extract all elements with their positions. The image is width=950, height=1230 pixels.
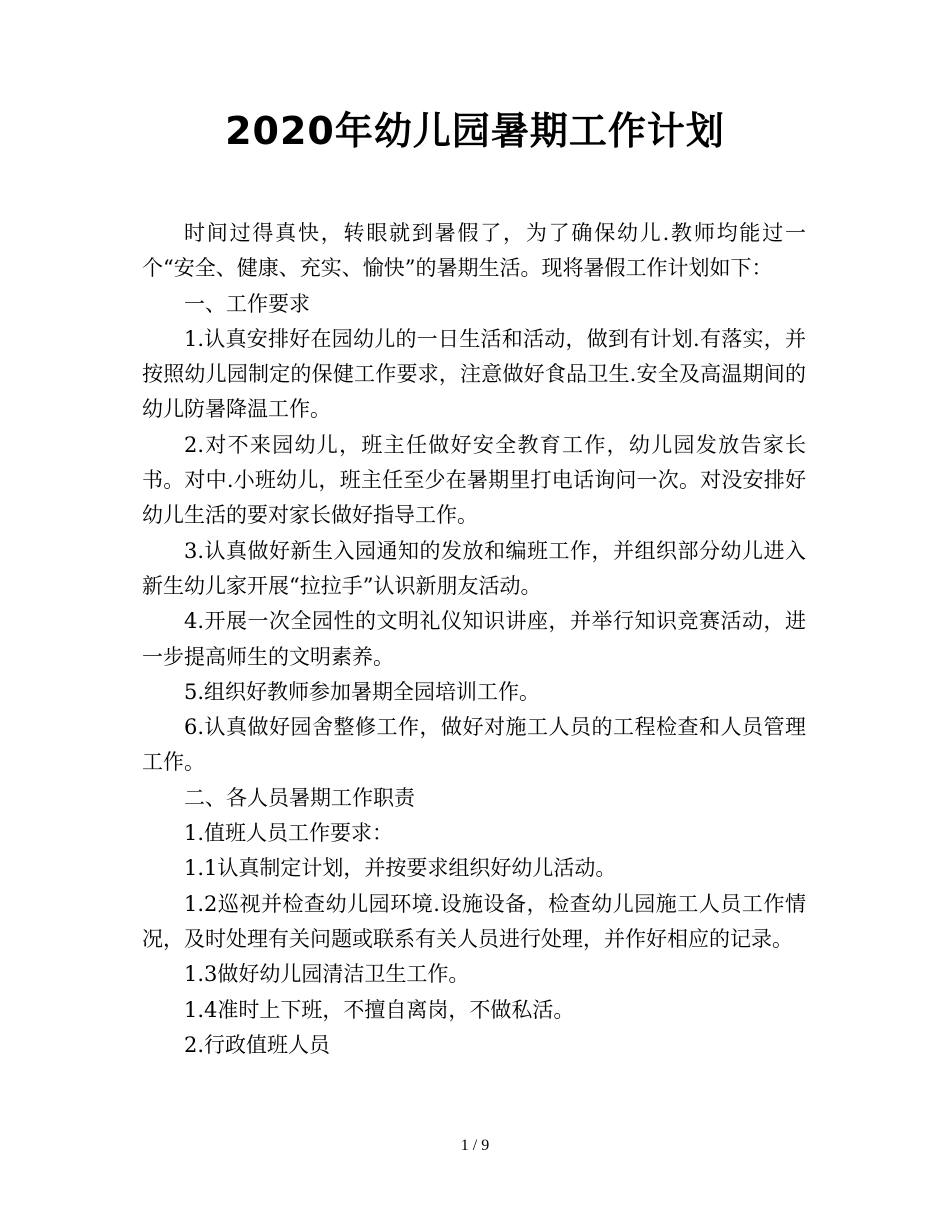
paragraph-duty-1-3: 1.3做好幼儿园清洁卫生工作。 (184, 962, 470, 987)
paragraph-intro: 时间过得真快，转眼就到暑假了，为了确保幼儿.教师均能过一个“安全、健康、充实、愉快”的暑期生活。现将暑假工作计划如下： (142, 221, 806, 281)
paragraph-item-4: 4.开展一次全园性的文明礼仪知识讲座，并举行知识竞赛活动，进一步提高师生的文明素养。 (142, 609, 806, 669)
paragraph-item-2: 2.对不来园幼儿，班主任做好安全教育工作，幼儿园发放告家长书。对中.小班幼儿，班主任至少在暑期里打电话询问一次。对没安排好幼儿生活的要对家长做好指导工作。 (142, 432, 806, 528)
paragraph-duty-1-2: 1.2巡视并检查幼儿园环境.设施设备，检查幼儿园施工人员工作情况，及时处理有关问题或联系有关人员进行处理，并作好相应的记录。 (142, 891, 806, 951)
document-title: 2020年幼儿园暑期工作计划 (225, 109, 725, 154)
paragraph-item-6: 6.认真做好园舍整修工作，做好对施工人员的工程检查和人员管理工作。 (142, 715, 806, 775)
paragraph-duty-1-1: 1.1认真制定计划，并按要求组织好幼儿活动。 (184, 856, 617, 881)
section-heading-work-requirements: 一、工作要求 (184, 291, 310, 316)
section-heading-staff-duties: 二、各人员暑期工作职责 (184, 785, 415, 810)
document-body (142, 216, 806, 1063)
paragraph-duty-1-4: 1.4准时上下班，不擅自离岗，不做私活。 (184, 997, 575, 1022)
paragraph-item-1: 1.认真安排好在园幼儿的一日生活和活动，做到有计划.有落实，并按照幼儿园制定的保健工作要求，注意做好食品卫生.安全及高温期间的幼儿防暑降温工作。 (142, 326, 806, 422)
paragraph-duty-1: 1.值班人员工作要求： (184, 821, 394, 846)
paragraph-item-5: 5.组织好教师参加暑期全园培训工作。 (184, 679, 541, 704)
page-number: 1 / 9 (460, 1137, 490, 1154)
paragraph-duty-2: 2.行政值班人员 (184, 1032, 331, 1057)
paragraph-item-3: 3.认真做好新生入园通知的发放和编班工作，并组织部分幼儿进入新生幼儿家开展“拉拉手”认识新朋友活动。 (142, 538, 806, 598)
